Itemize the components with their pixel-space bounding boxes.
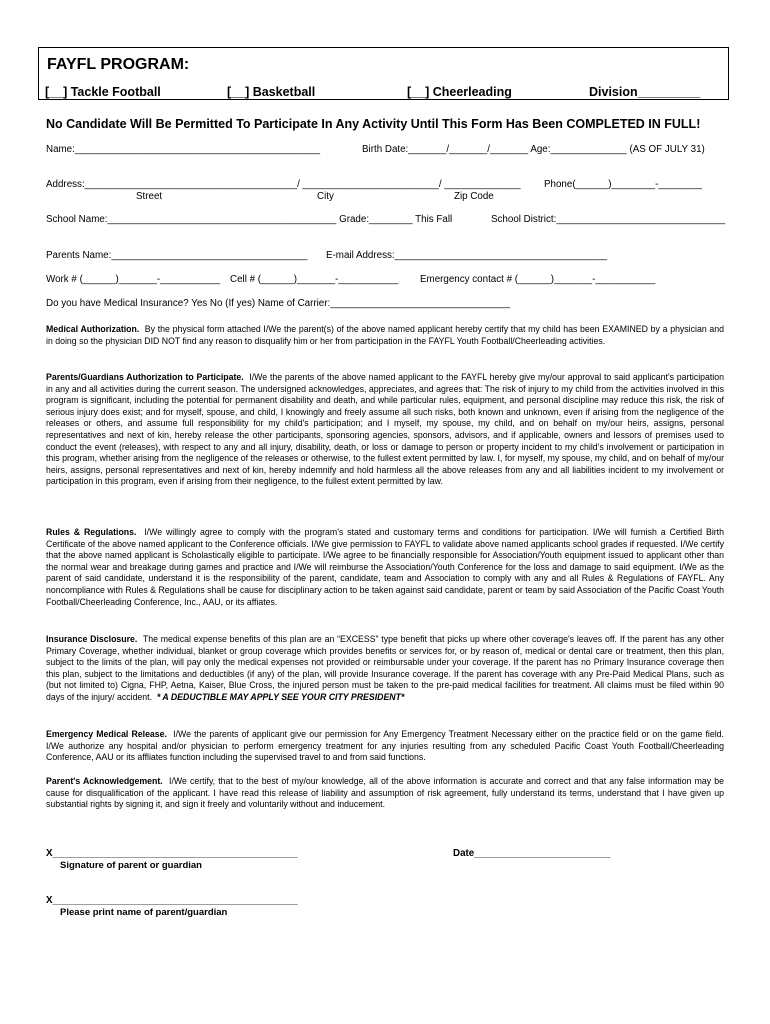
zip-label: Zip Code [454, 191, 494, 202]
paragraph-text: I/We the parents of the above named applicant to the FAYFL hereby give my/our approval to said applicant's participation in any and all activities during the current season. The undersigned acknowledges, appreciates, and agrees that: The risk of injury to my child from the activities involved in this program is significant, including the potential for permanent disability and death, and while particular rules, equipment, and personal discipline may reduce this risk, the risk of serious injury does exist; and for myself, spouse, and child, I knowingly and freely assume all such risks, both known and unknown, even if arising from the negligence of the releases or others, and assume full responsibility for my child's participation; and I myself, my spouse, my child, and on behalf on my/our heirs, assigns, personal representatives and next of kin, hereby release the other participants, sponsoring agencies, sponsors, advisors, and if applicable, owners and lessors of premises used to conduct the event (releases), with respect to any and all injury, disability, death, or loss or damage to person or property incident to my child's involvement or participation in this program, whether arising from the negligence of the releases or otherwise, to the fullest extent permitted by law. I, for myself, my spouse, my child, and on behalf of my/our heirs, assigns, personal representatives and next of kin, hereby indemnify and hold harmless all the above releases from any and all liabilities incident to my involvement or participation in this program, even if arising from their negligence, to the fullest extent permitted by law. [46, 372, 724, 487]
parents-name-field[interactable]: Parents Name:____________________________________ [46, 250, 308, 261]
paragraph-heading: Parent's Acknowledgement. [46, 776, 163, 786]
print-name-line[interactable]: X_____________________________________________ [46, 895, 298, 906]
email-field[interactable]: E-mail Address:_______________________________________ [326, 250, 608, 261]
emergency-release-paragraph [46, 729, 724, 764]
paragraph-heading: Insurance Disclosure. [46, 634, 138, 644]
basketball-option[interactable]: [__] Basketball [227, 85, 316, 99]
participation-authorization-paragraph [46, 372, 724, 488]
division-field[interactable]: Division_________ [589, 85, 701, 99]
print-name-label: Please print name of parent/guardian [60, 907, 228, 918]
school-name-field[interactable]: School Name:__________________________________________ Grade:________ This Fall [46, 214, 453, 225]
paragraph-heading: Emergency Medical Release. [46, 729, 167, 739]
rules-regulations-paragraph [46, 527, 724, 608]
signature-line[interactable]: X_____________________________________________ [46, 848, 298, 859]
signature-label: Signature of parent or guardian [60, 860, 202, 871]
medical-insurance-field[interactable]: Do you have Medical Insurance? Yes No (If yes) Name of Carrier:_________________________________ [46, 298, 511, 309]
cell-phone-field[interactable]: Cell # (______)_______-___________ [230, 274, 399, 285]
emergency-contact-field[interactable]: Emergency contact # (______)_______-___________ [420, 274, 656, 285]
phone-field[interactable]: Phone(______)________-________ [544, 179, 702, 190]
birth-date-field[interactable]: Birth Date:_______/_______/_______ Age:______________ (AS OF JULY 31) [362, 144, 705, 155]
medical-authorization-paragraph [46, 324, 724, 347]
program-box [38, 47, 729, 100]
paragraph-text: I/We certify, that to the best of my/our knowledge, all of the above information is accurate and correct and that any false information may be cause for disqualification of the applicant. I have read this release of liability and assumption of risk agreement, fully understand its terms, understand that I have given up substantial rights by signing it, and sign it freely and voluntarily without and inducement. [46, 776, 724, 810]
paragraph-heading: Medical Authorization. [46, 324, 140, 334]
insurance-disclosure-paragraph [46, 634, 724, 704]
school-district-field[interactable]: School District:_______________________________ [491, 214, 726, 225]
acknowledgement-paragraph [46, 776, 724, 811]
city-label: City [317, 191, 334, 202]
work-phone-field[interactable]: Work # (______)_______-___________ [46, 274, 221, 285]
paragraph-heading: Rules & Regulations. [46, 527, 137, 537]
street-label: Street [136, 191, 163, 202]
paragraph-heading: Parents/Guardians Authorization to Participate. [46, 372, 244, 382]
paragraph-text: The medical expense benefits of this plan are an “EXCESS” type benefit that picks up where other coverage's leaves off. If the parent has any other Primary Coverage, whether individual, blanket or group coverage which provides benefits or services for, or by reason of, medical or dental care or treatment, then this plan, subject to the limits of the plan, will pay only the medical expenses not provided or reimbursable under your coverage. If the parent has no Primary Insurance coverage then this plan, subject to the limitations and deductibles (if any) of the plan, will provide Insurance coverage. If the parent has coverage with any Pre-Paid Medical Plans, such as (but not limited to) Cigna, FHP, Aetna, Kaiser, Blue Cross, the injured person must be taken to the pre-paid medical facilities for treatment. All claims must be filed within 90 days of the injury/ accident. [46, 634, 724, 702]
deductible-notice: * A DEDUCTIBLE MAY APPLY SEE YOUR CITY PRESIDENT* [156, 691, 405, 702]
paragraph-text: By the physical form attached I/We the parent(s) of the above named applicant hereby certify that my child has been EXAMINED by a physician and in doing so the physician DID NOT find any reason to disqualify him or her from participation in the FAYFL Youth Football/Cheerleading activities. [46, 324, 725, 346]
paragraph-text: I/We willingly agree to comply with the program's stated and customary terms and conditions for participation. I/We will furnish a Certified Birth Certificate of the above named applicant to the Conference officials. I/We give permission to FAYFL to validate above named applicants school grades if requested. I/We certify that the above named applicant is Scholastically eligible to participate. I/We agree to be financially responsible for Association/Youth equipment issued to applicant other than the normal wear and breakage during games and practice and I/We will reimburse the Association/Youth Conference for the loss and damage to said equipment. I/We as the parent of said candidate, understand it is the responsibility of the parent, candidate, team and Association to comply with any and all Rules & Regulations of FAYFL. Any noncompliance with Rules & Regulations shall be cause for disciplinary action to be taken against said candidate, parent or team by said Association of the Pacific Coast Youth Football/Cheerleading Conference, Inc., AAU, or its affiates. [46, 527, 724, 607]
date-line[interactable]: Date_________________________ [453, 848, 611, 859]
name-field[interactable]: Name:_____________________________________________ [46, 144, 321, 155]
address-field[interactable]: Address:_______________________________________/ _________________________/ ______________ [46, 179, 521, 190]
program-title: FAYFL PROGRAM: [47, 56, 190, 73]
tackle-football-option[interactable]: [__] Tackle Football [45, 85, 161, 99]
cheerleading-option[interactable]: [__] Cheerleading [407, 85, 512, 99]
completion-notice: No Candidate Will Be Permitted To Participate In Any Activity Until This Form Has Been COMPLETED IN FULL! [46, 117, 701, 131]
paragraph-text: I/We the parents of applicant give our permission for Any Emergency Treatment Necessary either on the practice field or on the game field. I/We authorize any hospital and/or physician to perform emergency treatment for any injuries resulting from any scheduled Pacific Coast Youth Football/Cheerleading Conference, AAU or its affliates function including the supervised travel to and from said functions. [46, 729, 724, 763]
